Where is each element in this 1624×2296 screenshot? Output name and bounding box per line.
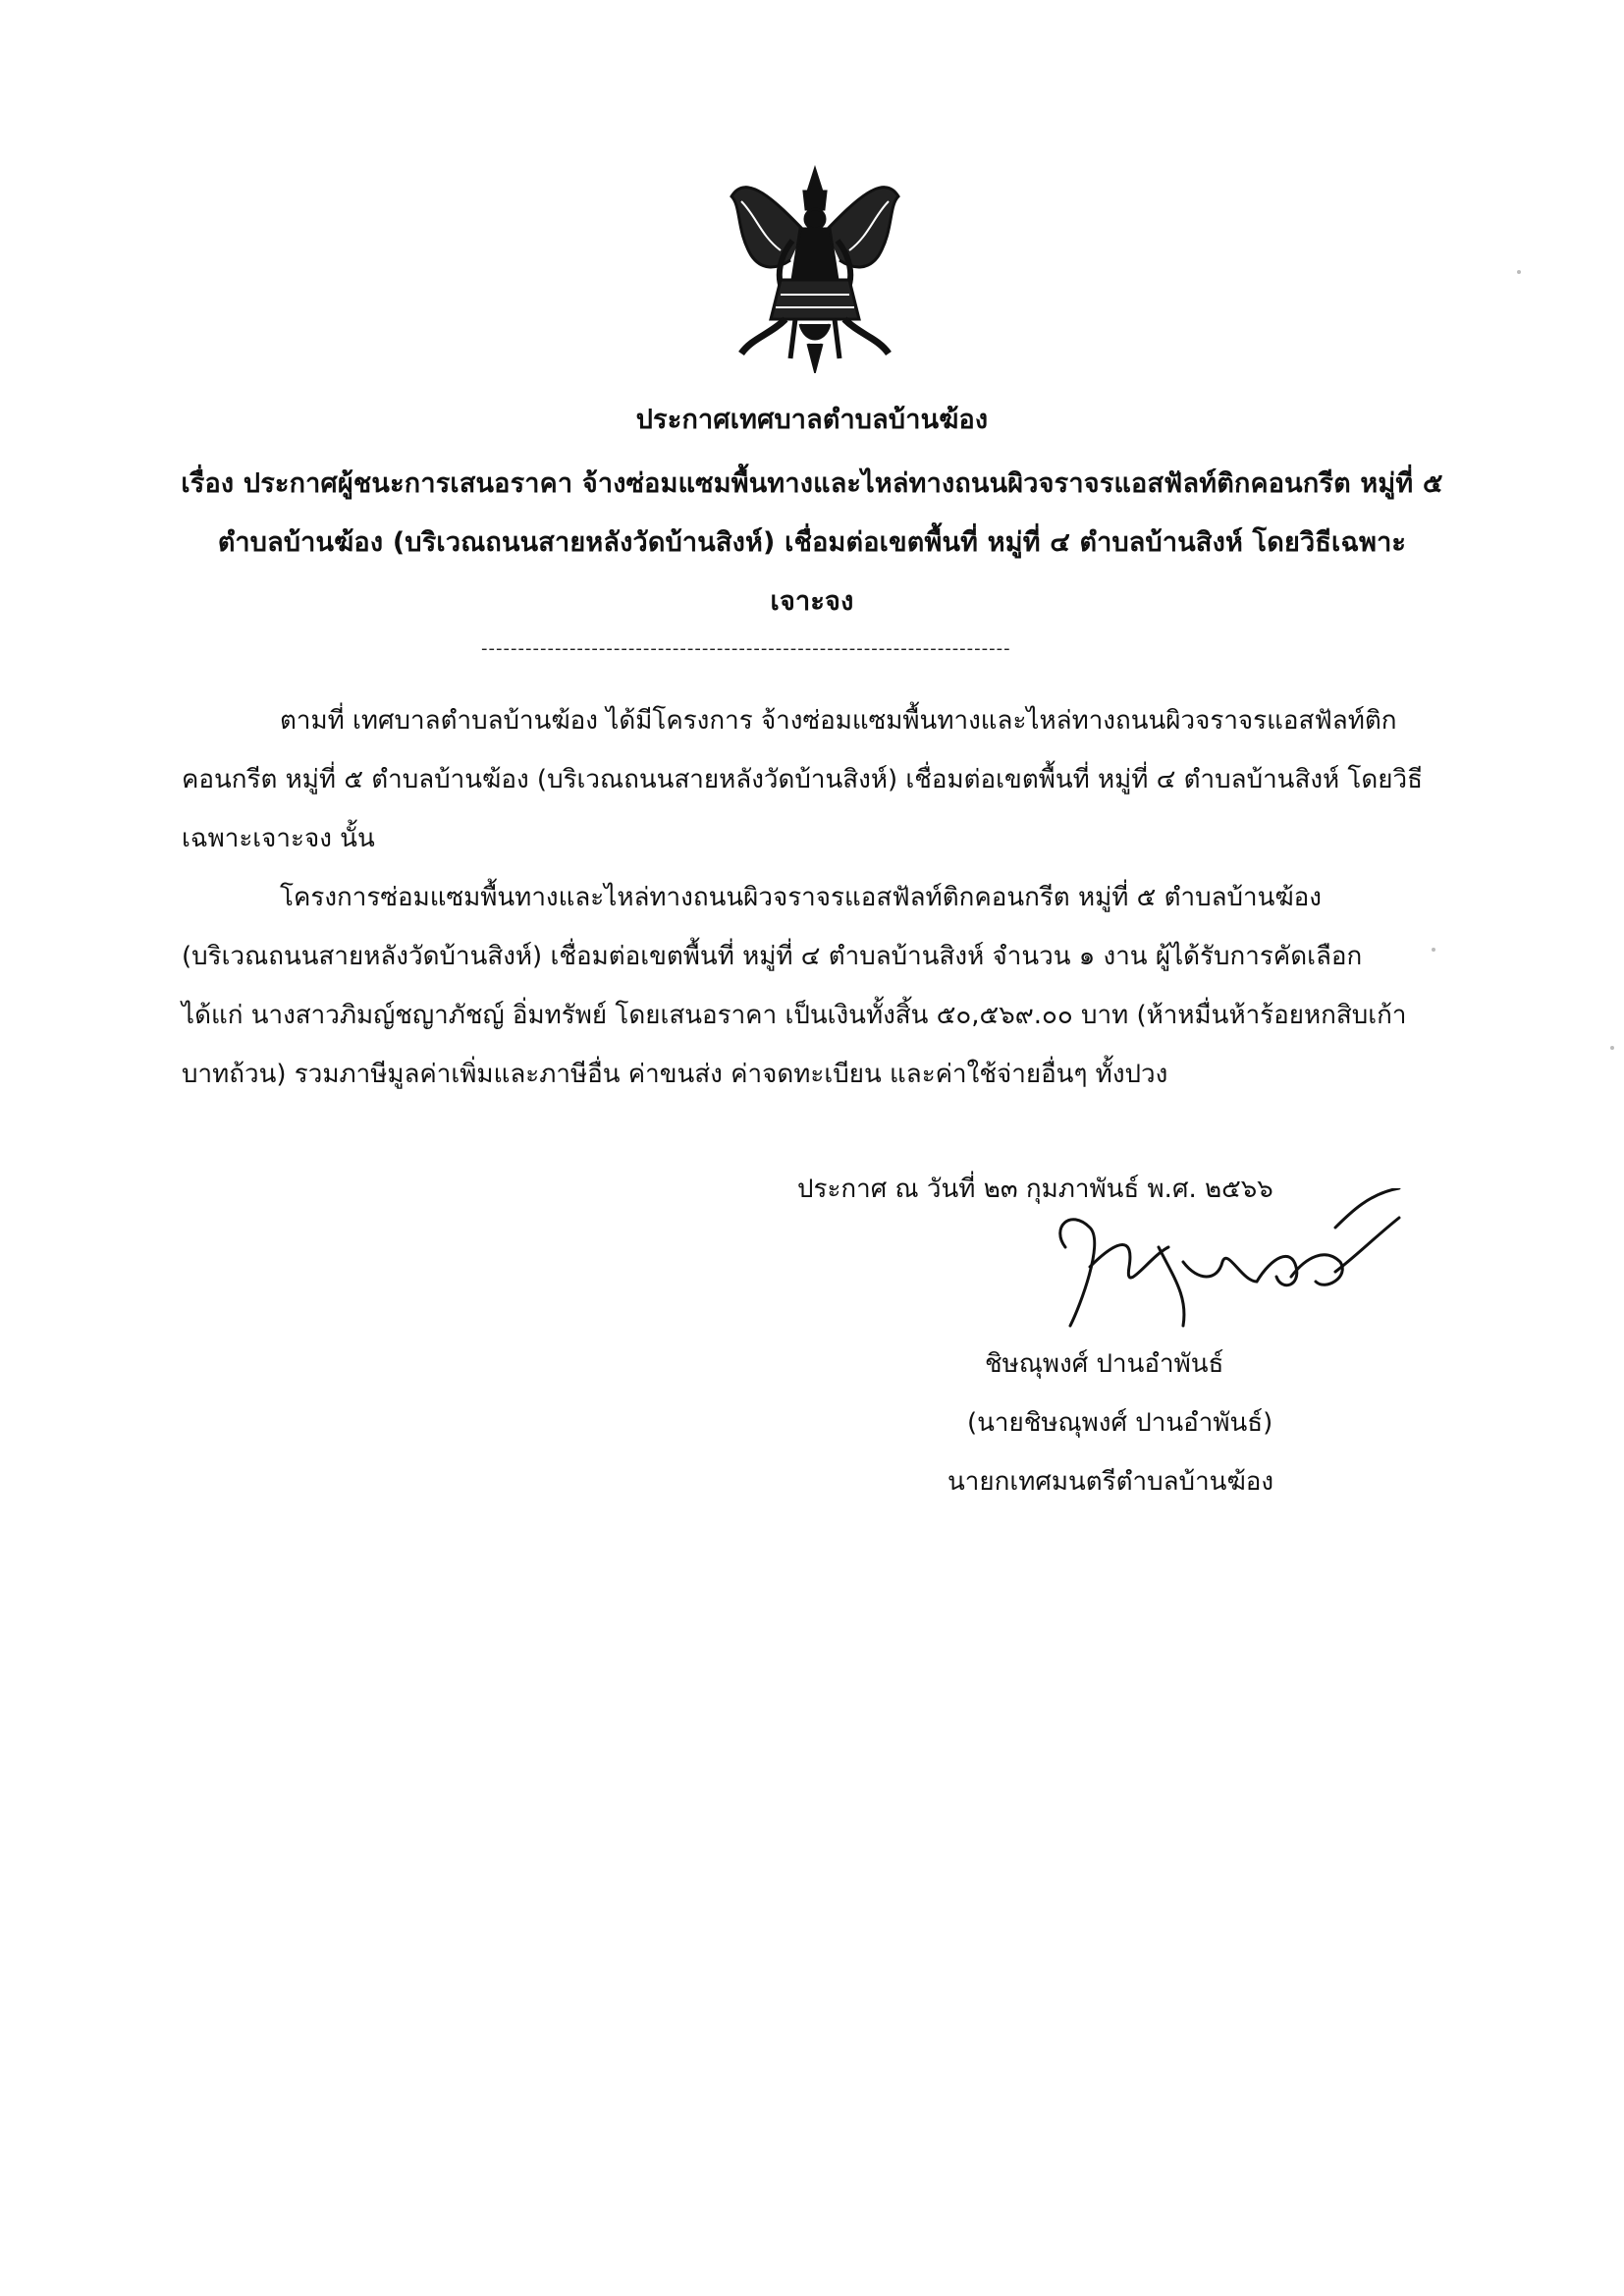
garuda-emblem-icon: [722, 162, 908, 373]
para1-line-2: คอนกรีต หมู่ที่ ๕ ตำบลบ้านฆ้อง (บริเวณถนนสายหลังวัดบ้านสิงห์) เชื่อมต่อเขตพื้นที่ หมู่ที่ ๔ ตำบลบ้านสิงห์ โดยวิธี: [182, 765, 1423, 794]
scan-speck: [1432, 948, 1435, 952]
subject-line-1: เรื่อง ประกาศผู้ชนะการเสนอราคา จ้างซ่อมแซมพื้นทางและไหล่ทางถนนผิวจราจรแอสฟัลท์ติกคอนกรีต หมู่ที่ ๕: [181, 468, 1443, 499]
subject-line-3: เจาะจง: [770, 586, 854, 617]
para2-line-2: (บริเวณถนนสายหลังวัดบ้านสิงห์) เชื่อมต่อเขตพื้นที่ หมู่ที่ ๔ ตำบลบ้านสิงห์ จำนวน ๑ งาน ผู้ได้รับการคัดเลือก: [182, 942, 1363, 971]
subject-line-2: ตำบลบ้านฆ้อง (บริเวณถนนสายหลังวัดบ้านสิงห์) เชื่อมต่อเขตพื้นที่ หมู่ที่ ๔ ตำบลบ้านสิงห์ โดยวิธีเฉพาะ: [217, 527, 1407, 558]
handwritten-signature-icon: [1011, 1188, 1424, 1336]
para1-line-3: เฉพาะเจาะจง นั้น: [182, 824, 375, 853]
announce-date: ประกาศ ณ วันที่ ๒๓ กุมภาพันธ์ พ.ศ. ๒๕๖๖: [797, 1175, 1273, 1204]
para2-line-1: โครงการซ่อมแซมพื้นทางและไหล่ทางถนนผิวจราจรแอสฟัลท์ติกคอนกรีต หมู่ที่ ๕ ตำบลบ้านฆ้อง: [280, 883, 1322, 912]
para1-line-1: ตามที่ เทศบาลตำบลบ้านฆ้อง ได้มีโครงการ จ้างซ่อมแซมพื้นทางและไหล่ทางถนนผิวจราจรแอสฟัลท์ติก: [280, 706, 1397, 736]
signer-full-name: (นายชิษณุพงศ์ ปานอำพันธ์): [967, 1408, 1273, 1438]
org-title: ประกาศเทศบาลตำบลบ้านฆ้อง: [635, 405, 989, 435]
para2-line-4: บาทถ้วน) รวมภาษีมูลค่าเพิ่มและภาษีอื่น ค่าขนส่ง ค่าจดทะเบียน และค่าใช้จ่ายอื่นๆ ทั้งปวง: [182, 1060, 1168, 1089]
scan-speck: [1517, 270, 1521, 274]
para2-line-3: ได้แก่ นางสาวภิมญ์ชญาภัชญ์ อิ่มทรัพย์ โดยเสนอราคา เป็นเงินทั้งสิ้น ๕๐,๕๖๙.๐๐ บาท (ห้าหมื่นห้าร้อยหกสิบเก้า: [182, 1001, 1407, 1030]
divider-line: ------------------------------------------------------------------------: [481, 638, 1011, 659]
signer-name: ชิษณุพงศ์ ปานอำพันธ์: [985, 1349, 1224, 1379]
scan-speck: [1610, 1046, 1614, 1050]
signer-position: นายกเทศมนตรีตำบลบ้านฆ้อง: [947, 1467, 1274, 1497]
